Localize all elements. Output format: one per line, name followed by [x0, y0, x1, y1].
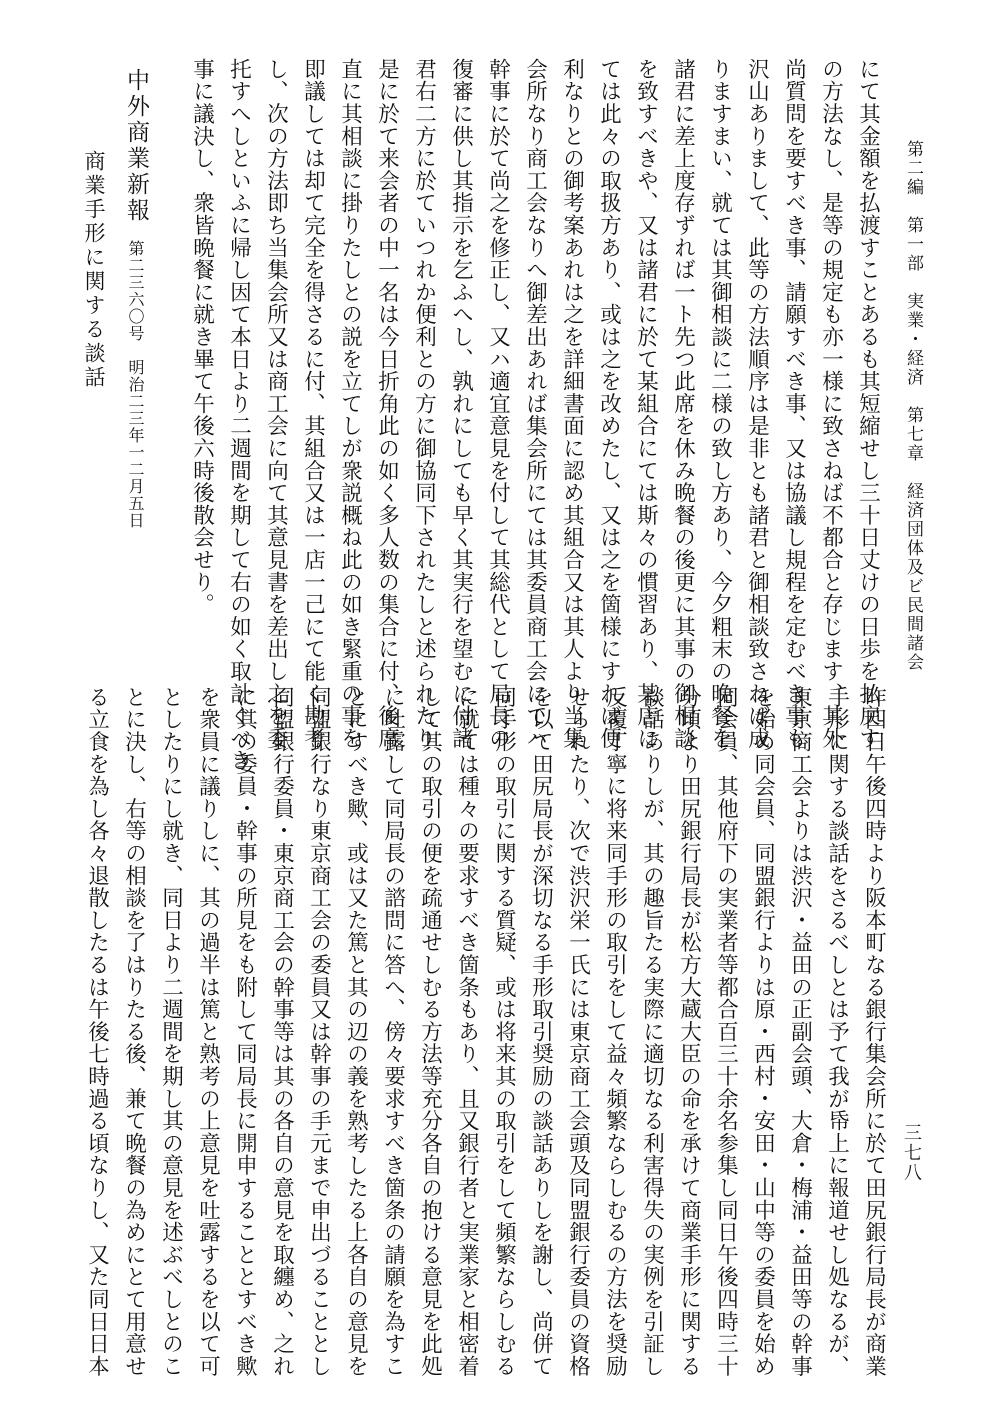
article-title: 商業手形に関する談話 [82, 150, 106, 390]
page-number: 三七八 [901, 1123, 922, 1183]
text-line: とにすべき歟、或は又た篤と其の辺の義を熟考したる上各自の意見を [343, 686, 369, 1378]
text-line: 諸君に差上度存ずれば一ト先つ此席を休み晩餐の後更に其事の御相談 [670, 58, 696, 750]
text-line: の方法なし、是等の規定も亦一様に致さねば不都合と存じます、其外 [818, 58, 844, 750]
text-line: 是に於て来会者の中一名は今日折角此の如く多人数の集合に付、後席 [374, 58, 400, 750]
text-line: ては此々の取扱方あり、或は之を改めたし、又は之を箇様にすれば便 [596, 58, 622, 750]
text-line: 托すへしといふに帰し因て本日より二週間を期して右の如く取計ぐべき [226, 58, 252, 772]
text-line: し、次の方法即ち当集会所又は商工会に向て其意見書を差出し之を委 [263, 58, 289, 750]
text-line: りますまい、就ては其御相談に二様の致し方あり、今夕粗末の晩餐を [707, 58, 733, 750]
issue-info: 第二三六〇号 明治二三年一二月五日 [126, 240, 145, 529]
text-line: 尚質問を要すべき事、請願すべき事、又は協議し規程を定むべき事も [781, 58, 807, 750]
running-header: 第二編 第一部 実業・経済 第七章 経済団体及ビ民間諸会 [903, 140, 923, 672]
text-line: 直に其相談に掛りたしとの説を立てしが衆説概ね此の如き緊重の事を [337, 58, 363, 750]
text-line: にて其金額を払渡すことあるも其短縮せし三十日丈けの日歩を払戻す [855, 58, 881, 750]
text-line: に其の委員・幹事の所見をも附して同局長に開申することとすべき歟 [232, 686, 258, 1378]
text-line: に吐露して同局長の諮問に答へ、傍々要求すべき箇条の請願を為すこ [380, 686, 406, 1378]
text-line: 昨四日午後四時より阪本町なる銀行集会所に於て田尻銀行局長が商業 [861, 686, 887, 1378]
text-line: 会所なり商工会なりへ御差出あれば集会所にては其委員商工会にてハ [522, 58, 548, 750]
text-line: 幹事に於て尚之を修正し、又ハ適宜意見を付して其総代として局長の [485, 58, 511, 750]
text-line: 分頃より田尻銀行局長が松方大蔵大臣の命を承けて商業手形に関する [676, 686, 702, 1378]
text-line: る立食を為し各々退散したるは午後七時過る頃なりし、又た同日日本 [84, 686, 110, 1378]
text-line: とに決し、右等の相談を了はりたる後、兼て晩餐の為めにとて用意せ [121, 686, 147, 1378]
text-line: 沢山ありまして、此等の方法順序は是非とも諸君と御相談致さねば成 [744, 58, 770, 750]
text-line: 利なりとの御考案あれは之を詳細書面に認め其組合又は其人より当集 [559, 58, 585, 750]
text-line: に就ては種々の要求すべき箇条もあり、且又銀行者と実業家と相密着 [454, 686, 480, 1378]
text-line: せられたり、次で渋沢栄一氏には東京商工会頭及同盟銀行委員の資格 [565, 686, 591, 1378]
text-line: 談話ありしが、其の趣旨たる実際に適切なる利害得失の実例を引証し [639, 686, 665, 1378]
text-line: 同盟銀行なり東京商工会の委員又は幹事の手元まで申出づることとし [306, 686, 332, 1378]
text-line: 即議しては却て完全を得さるに付、其組合又は一店一己にて能く勘考 [300, 58, 326, 750]
text-line: 同手形の取引に関する質疑、或は将来其の取引をして頻繁ならしむる [491, 686, 517, 1378]
text-line: を始め同会員、同盟銀行よりは原・西村・安田・山中等の委員を始め [750, 686, 776, 1378]
text-line: を致すべきや、又は諸君に於て某組合にては斯々の慣習あり、某店に [633, 58, 659, 750]
text-line: 事に議決し、衆皆晩餐に就き畢て午後六時後散会せり。 [189, 58, 215, 616]
text-line: 復審に供し其指示を乞ふへし、孰れにしても早く其実行を望むに付諸 [448, 58, 474, 750]
text-line: 手形に関する談話をさるべしとは予て我が帋上に報道せし処なるが、 [824, 686, 850, 1378]
text-line: 同盟銀行委員・東京商工会の幹事等は其の各自の意見を取纏め、之れ [269, 686, 295, 1378]
text-line: 同会員、其他府下の実業者等都合百三十余名参集し同日午後四時三十 [713, 686, 739, 1378]
text-line: 反覆丁寧に将来同手形の取引をして益々頻繁ならしむるの方法を奨励 [602, 686, 628, 1378]
source-newspaper: 中外商業新報 [123, 68, 149, 224]
text-line: を衆員に議りしに、其の過半は篤と熟考の上意見を吐露するを以て可 [195, 686, 221, 1378]
text-line: して其の取引の便を疏通せしむる方法等充分各自の抱ける意見を此処 [417, 686, 443, 1378]
text-line: 君右二方に於ていつれか便利との方に御協同下されたしと述られたり [411, 58, 437, 750]
text-line: 東京商工会よりは渋沢・益田の正副会頭、大倉・梅浦・益田等の幹事 [787, 686, 813, 1378]
text-line: としたりにし就き、同日より二週間を期し其の意見を述ぶべしとのこ [158, 686, 184, 1378]
text-line: を以て田尻局長が深切なる手形取引奨励の談話ありしを謝し、尚併て [528, 686, 554, 1378]
